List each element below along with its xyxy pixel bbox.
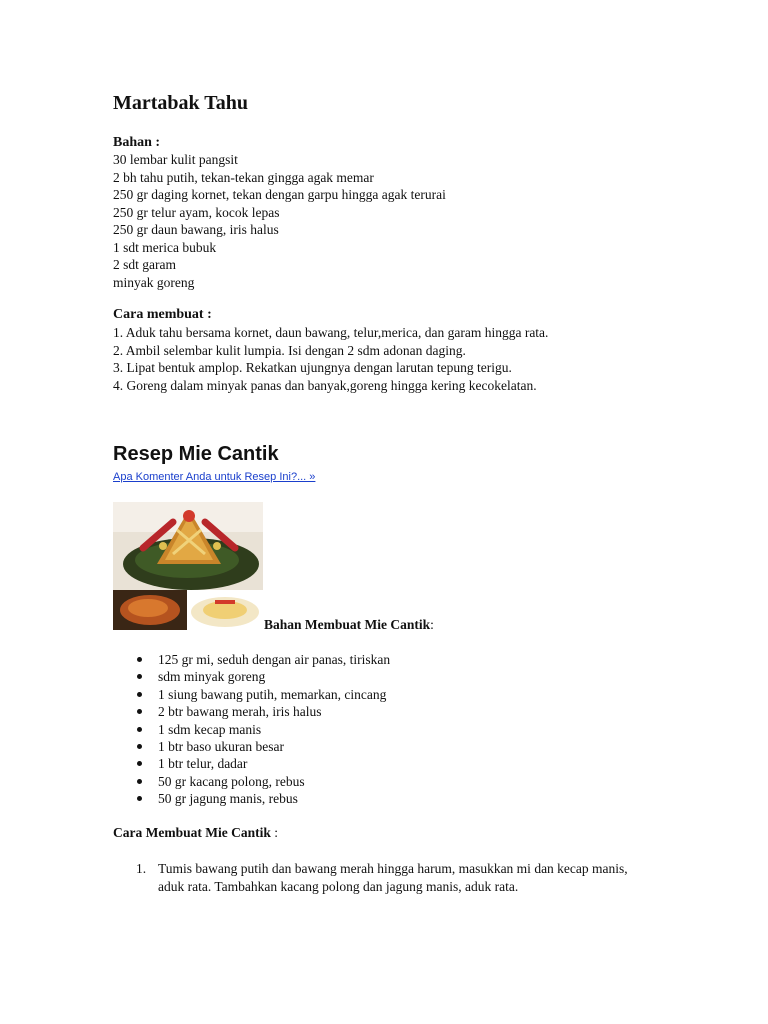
mie-cara-colon: :: [270, 825, 278, 840]
mie-cara-label: Cara Membuat Mie Cantik: [113, 825, 271, 840]
ingredient-line: minyak goreng: [113, 274, 195, 290]
mie-cantik-photo: [113, 502, 263, 630]
list-item: 1 siung bawang putih, memarkan, cincang: [113, 686, 390, 703]
ingredient-line: 250 gr telur ayam, kocok lepas: [113, 204, 280, 220]
list-item: 125 gr mi, seduh dengan air panas, tiriskan: [113, 651, 390, 668]
ingredient-line: 2 sdt garam: [113, 257, 176, 272]
mie-bahan-label: Bahan Membuat Mie Cantik: [264, 617, 431, 632]
step-text: Tumis bawang putih dan bawang merah hingga harum, masukkan mi dan kecap manis, aduk rata. Tambahkan kacang polong dan jagung manis, aduk rata.: [158, 861, 628, 894]
martabak-cara-list: [113, 324, 548, 394]
step-number: 1.: [136, 861, 147, 876]
list-item: 1 btr telur, dadar: [113, 755, 390, 772]
mie-cara-heading: [113, 825, 278, 841]
list-item: 1 btr baso ukuran besar: [113, 738, 390, 755]
list-item: sdm minyak goreng: [113, 668, 390, 685]
ingredient-line: 250 gr daun bawang, iris halus: [113, 222, 279, 237]
martabak-bahan-list: [113, 151, 446, 291]
ingredient-line: 2 bh tahu putih, tekan-tekan gingga agak memar: [113, 169, 374, 185]
mie-bahan-heading: [264, 617, 434, 633]
ingredient-line: 1 sdt merica bubuk: [113, 239, 217, 255]
food-photo-illustration: [113, 502, 263, 630]
ingredient-line: 30 lembar kulit pangsit: [113, 152, 238, 167]
ingredient-line: 250 gr daging kornet, tekan dengan garpu hingga agak terurai: [113, 187, 446, 202]
list-item: 50 gr kacang polong, rebus: [113, 773, 390, 790]
mie-bahan-colon: :: [430, 617, 434, 632]
step-line: 1. Aduk tahu bersama kornet, daun bawang, telur,merica, dan garam hingga rata.: [113, 325, 549, 340]
step-line: 2. Ambil selembar kulit lumpia. Isi dengan 2 sdm adonan daging.: [113, 342, 466, 358]
list-item: 50 gr jagung manis, rebus: [113, 790, 390, 807]
martabak-cara-label: Cara membuat :: [113, 307, 212, 322]
list-item: 2 btr bawang merah, iris halus: [113, 703, 390, 720]
step-line: 3. Lipat bentuk amplop. Rekatkan ujungnya dengan larutan tepung terigu.: [113, 360, 512, 375]
list-item: 1 sdm kecap manis: [113, 721, 390, 738]
step-line: 4. Goreng dalam minyak panas dan banyak,goreng hingga kering kecokelatan.: [113, 377, 537, 393]
mie-title: Resep Mie Cantik: [113, 443, 279, 465]
comment-link[interactable]: Apa Komenter Anda untuk Resep Ini?... »: [113, 471, 316, 483]
martabak-title: Martabak Tahu: [113, 92, 249, 114]
mie-bahan-list: [113, 651, 390, 808]
martabak-bahan-label: Bahan :: [113, 135, 161, 150]
mie-cara-list: [136, 860, 646, 900]
